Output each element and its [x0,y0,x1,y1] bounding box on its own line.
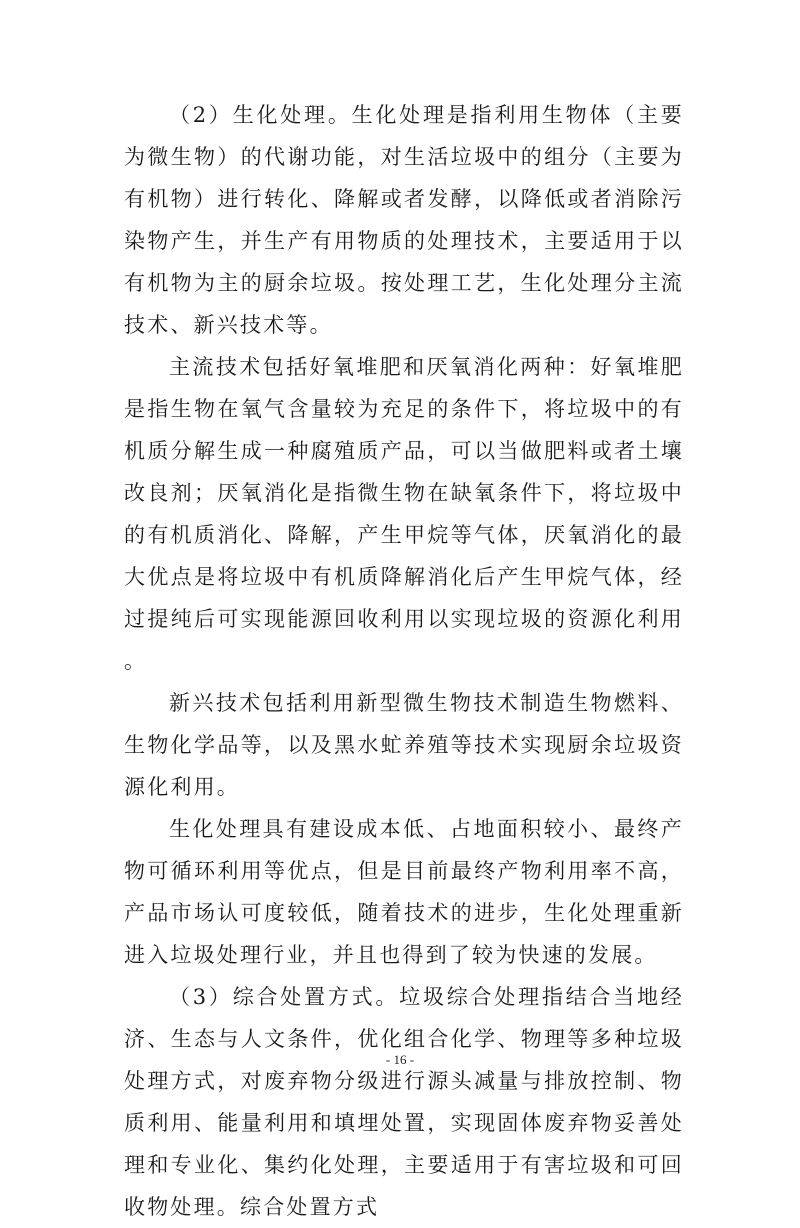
paragraph-mainstream-technology: 主流技术包括好氧堆肥和厌氧消化两种：好氧堆肥是指生物在氧气含量较为充足的条件下，将垃圾中的有机质分解生成一种腐殖质产品，可以当做肥料或者土壤改良剂；厌氧消化是指微生物在缺氧条件下，将垃圾中的有机质消化、降解，产生甲烷等气体，厌氧消化的最大优点是将垃圾中有机质降解消化后产生甲烷气体，经过提纯后可实现能源回收利用以实现垃圾的资源化利用。 [124,355,684,673]
page-number: - 16 - [385,1052,415,1067]
paragraph-comprehensive-disposal: （3）综合处置方式。垃圾综合处理指结合当地经济、生态与人文条件，优化组合化学、物理等多种垃圾处理方式，对废弃物分级进行源头减量与排放控制、物质利用、能量利用和填埋处置，实现固体废弃物妥善处理和专业化、集约化处理，主要适用于有害垃圾和可回收物处理。综合处置方式 [124,985,684,1219]
paragraph-biochemical-treatment: （2）生化处理。生化处理是指利用生物体（主要为微生物）的代谢功能，对生活垃圾中的组分（主要为有机物）进行转化、降解或者发酵，以降低或者消除污染物产生，并生产有用物质的处理技术，主要适用于以有机物为主的厨余垃圾。按处理工艺，生化处理分主流技术、新兴技术等。 [124,103,684,337]
paragraph-emerging-technology: 新兴技术包括利用新型微生物技术制造生物燃料、生物化学品等，以及黑水虻养殖等技术实现厨余垃圾资源化利用。 [124,691,684,799]
paragraph-biochemical-advantages: 生化处理具有建设成本低、占地面积较小、最终产物可循环利用等优点，但是目前最终产物利用率不高，产品市场认可度较低，随着技术的进步，生化处理重新进入垃圾处理行业，并且也得到了较为快速的发展。 [124,817,684,967]
